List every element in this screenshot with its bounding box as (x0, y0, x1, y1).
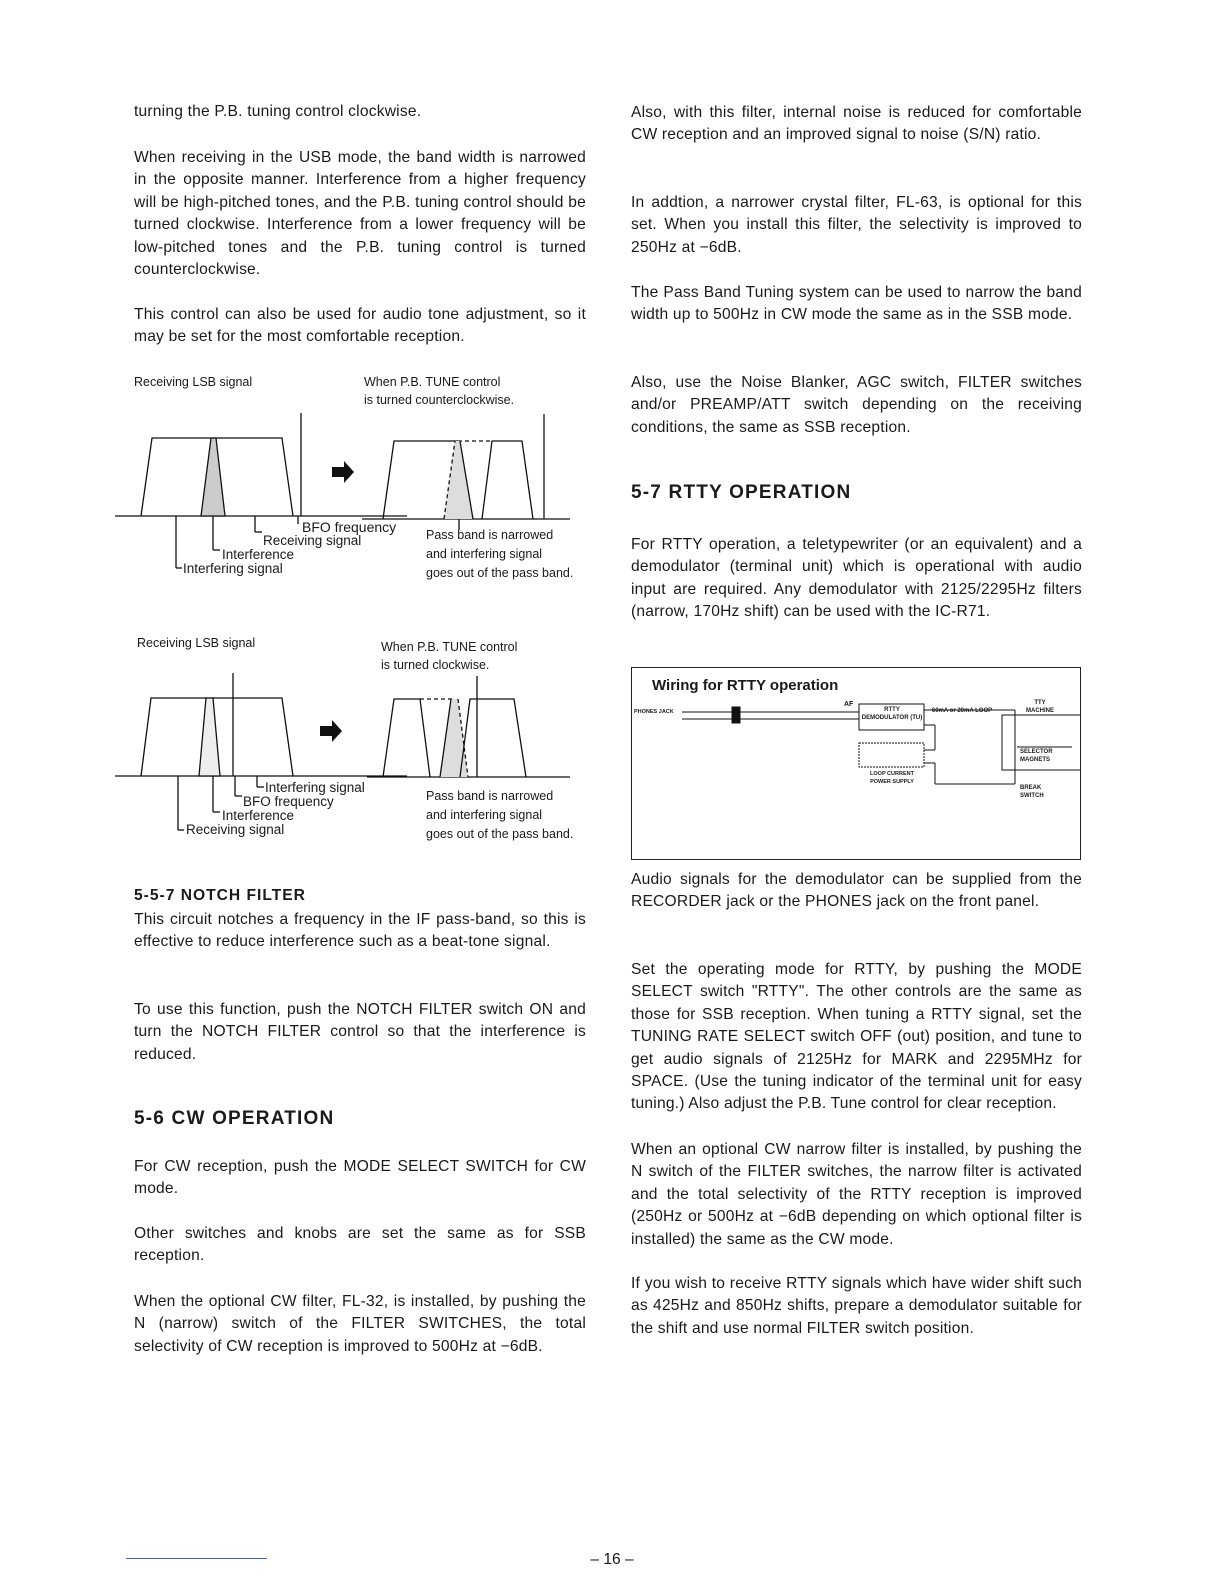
paragraph: For CW reception, push the MODE SELECT SWITCH for CW mode. (134, 1158, 586, 1198)
figure-label: Receiving signal (186, 822, 285, 837)
paragraph: This circuit notches a frequency in the IF pass-band, so this is effective to reduce interference such as a beat-tone signal. (134, 911, 586, 951)
figure-note: Pass band is narrowed (426, 528, 554, 542)
paragraph: turning the P.B. tuning control clockwise. (134, 103, 422, 120)
paragraph: Also, with this filter, internal noise is reduced for comfortable CW reception and an improved signal to noise (S/N) ratio. (631, 104, 1082, 144)
wiring-label: 60mA or 20mA LOOP (931, 708, 993, 714)
paragraph: Other switches and knobs are set the same as for SSB reception. (134, 1225, 586, 1265)
section-heading-notch-filter: 5-5-7 NOTCH FILTER (134, 887, 306, 904)
figure-label: Receiving signal (263, 533, 362, 548)
arrow-icon (320, 720, 342, 742)
figure-label: is turned counterclockwise. (364, 393, 515, 407)
wiring-label: TTY MACHINE (1026, 700, 1054, 714)
wiring-drawing (632, 668, 1080, 859)
figure-label: Interfering signal (183, 561, 283, 576)
paragraph: This control can also be used for audio tone adjustment, so it may be set for the most comfortable reception. (134, 306, 586, 346)
wiring-label: RTTY DEMODULATOR (TU) (861, 707, 923, 721)
wiring-label: PHONES JACK (634, 709, 674, 715)
divider (126, 1558, 267, 1559)
paragraph: If you wish to receive RTTY signals which have wider shift such as 425Hz and 850Hz shifts, prepare a demodulator suitable for the shift and use normal FILTER switch position. (631, 1275, 1082, 1337)
figure-label: BFO frequency (302, 519, 397, 535)
figure-label: is turned clockwise. (381, 658, 490, 672)
wiring-title: Wiring for RTTY operation (652, 677, 839, 694)
paragraph: Audio signals for the demodulator can be supplied from the RECORDER jack or the PHONES jack on the front panel. (631, 871, 1082, 911)
paragraph: When the optional CW filter, FL-32, is installed, by pushing the N (narrow) switch of the FILTER SWITCHES, the total selectivity of CW reception is improved to 500Hz at −6dB. (134, 1293, 586, 1355)
figure-label: Receiving LSB signal (137, 636, 256, 650)
wiring-label: LOOP CURRENT POWER SUPPLY (870, 771, 914, 785)
figure-note: Pass band is narrowed (426, 789, 554, 803)
wiring-diagram-box (631, 667, 1081, 860)
figure-label: When P.B. TUNE control (364, 375, 501, 389)
paragraph: When receiving in the USB mode, the band width is narrowed in the opposite manner. Interference from a higher frequency will be high-pitched tones, and the P.B. tuning control should be turned clockwise. Interference from a lower frequency will be low-pitched tones and the P.B. tuning control is turned counterclockwise. (134, 149, 586, 279)
paragraph: To use this function, push the NOTCH FILTER switch ON and turn the NOTCH FILTER control so that the interference is reduced. (134, 1001, 586, 1063)
figure-label: Interference (222, 808, 295, 823)
figure-label: BFO frequency (243, 794, 334, 809)
paragraph: Set the operating mode for RTTY, by pushing the MODE SELECT switch "RTTY". The other controls are the same as those for SSB reception. When tuning a RTTY signal, set the TUNING RATE SELECT switch OFF (out) position, and tune to get audio signals of 2125Hz for MARK and 2295MHz for SPACE. (Use the tuning indicator of the terminal unit for easy tuning.) Also adjust the P.B. Tune control for clear reception. (631, 961, 1082, 1113)
wiring-label: SELECTOR MAGNETS (1020, 749, 1053, 763)
paragraph: When an optional CW narrow filter is installed, by pushing the N switch of the FILTER switches, the narrow filter is activated and the total selectivity of the RTTY reception is improved (250Hz or 500Hz at −6dB depending on which optional filter is installed) the same as the CW mode. (631, 1141, 1082, 1248)
figure-label: Interference (222, 547, 295, 562)
section-heading-cw-operation: 5-6 CW OPERATION (134, 1108, 335, 1129)
figure-note: goes out of the pass band. (426, 827, 574, 841)
figure-note: goes out of the pass band. (426, 566, 574, 580)
paragraph: The Pass Band Tuning system can be used to narrow the band width up to 500Hz in CW mode the same as in the SSB mode. (631, 284, 1082, 324)
paragraph: For RTTY operation, a teletypewriter (or an equivalent) and a demodulator (terminal unit) which is operational with audio input are required. Any demodulator with 2125/2295Hz filters (narrow, 170Hz shift) can be used with the IC-R71. (631, 536, 1082, 621)
figure-label: Receiving LSB signal (134, 375, 253, 389)
paragraph: In addtion, a narrower crystal filter, FL-63, is optional for this set. When you install this filter, the selectivity is improved to 250Hz at −6dB. (631, 194, 1082, 256)
wiring-label: AF (844, 701, 854, 708)
figure-note: and interfering signal (426, 547, 543, 561)
figure-label: When P.B. TUNE control (381, 640, 518, 654)
arrow-icon (332, 461, 354, 483)
figure-note: and interfering signal (426, 808, 543, 822)
section-heading-rtty-operation: 5-7 RTTY OPERATION (631, 482, 852, 503)
paragraph: Also, use the Noise Blanker, AGC switch, FILTER switches and/or PREAMP/ATT switch depending on the receiving conditions, the same as SSB reception. (631, 374, 1082, 436)
figure-label: Interfering signal (265, 780, 365, 795)
wiring-label: BREAK SWITCH (1020, 785, 1044, 799)
page-number: – 16 – (590, 1551, 634, 1568)
